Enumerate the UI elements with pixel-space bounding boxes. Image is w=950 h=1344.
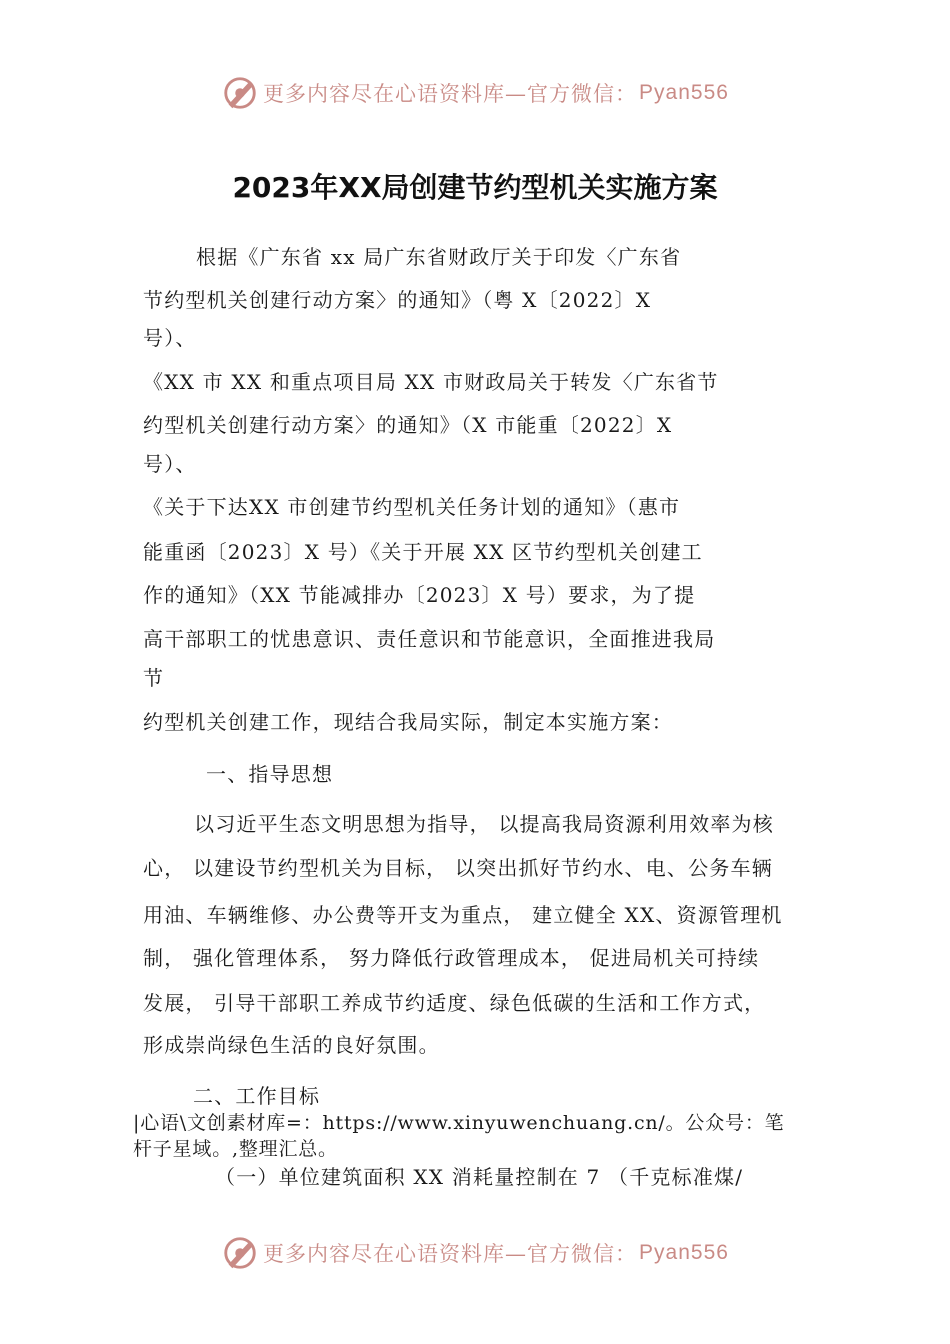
section-heading: 二、工作目标 [193,1084,321,1108]
intro-line: 约型机关创建工作，现结合我局实际，制定本实施方案： [143,710,673,734]
list-item: （一）单位建筑面积 XX 消耗量控制在 7 （千克标准煤/ [215,1165,744,1189]
paragraph-line: 形成崇尚绿色生活的良好氛围。 [143,1033,440,1057]
intro-line: 能重函〔2023〕X 号）《关于开展 XX 区节约型机关创建工 [143,540,703,564]
intro-line: 高干部职工的忧患意识、责任意识和节能意识，全面推进我局 [143,627,716,651]
source-note-line: |心语\文创素材库=：https://www.xinyuwenchuang.cn/。公众号：笔 [133,1112,785,1134]
intro-line: 节约型机关创建行动方案〉的通知》（粤 X〔2022〕X [143,288,652,312]
watermark-logo-icon [221,1234,259,1272]
watermark-text: 更多内容尽在心语资料库—官方微信： [263,1242,638,1266]
paragraph-line: 心， 以建设节约型机关为目标， 以突出抓好节约水、电、公务车辆 [143,856,773,880]
watermark-logo-icon [221,74,259,112]
intro-line: 根据《广东省 xx 局广东省财政厅关于印发〈广东省 [196,245,682,269]
watermark-contact: Pyan556 [639,1241,729,1264]
intro-line: 《XX 市 XX 和重点项目局 XX 市财政局关于转发〈广东省节 [143,370,719,394]
paragraph-line: 以习近平生态文明思想为指导， 以提高我局资源利用效率为核 [194,812,774,836]
intro-line: 号）、 [143,452,197,476]
watermark-header [0,73,950,113]
paragraph-line: 制， 强化管理体系， 努力降低行政管理成本， 促进局机关可持续 [143,946,760,970]
section-heading: 一、指导思想 [206,762,334,786]
intro-line: 《关于下达XX 市创建节约型机关任务计划的通知》（惠市 [143,495,681,519]
intro-line: 作的通知》（XX 节能减排办〔2023〕X 号）要求，为了提 [143,583,696,607]
intro-line: 节 [143,666,165,690]
intro-line: 约型机关创建行动方案〉的通知》（X 市能重〔2022〕X [143,413,673,437]
paragraph-line: 发展， 引导干部职工养成节约适度、绿色低碳的生活和工作方式， [143,991,766,1015]
watermark-contact: Pyan556 [639,81,729,104]
watermark-footer [0,1233,950,1273]
source-note-line: 杆子星域。,整理汇总。 [133,1138,338,1160]
watermark-text: 更多内容尽在心语资料库—官方微信： [263,82,638,106]
document-title: 2023年XX局创建节约型机关实施方案 [232,171,718,204]
intro-line: 号）、 [143,326,197,350]
paragraph-line: 用油、车辆维修、办公费等开支为重点， 建立健全 XX、资源管理机 [143,903,783,927]
